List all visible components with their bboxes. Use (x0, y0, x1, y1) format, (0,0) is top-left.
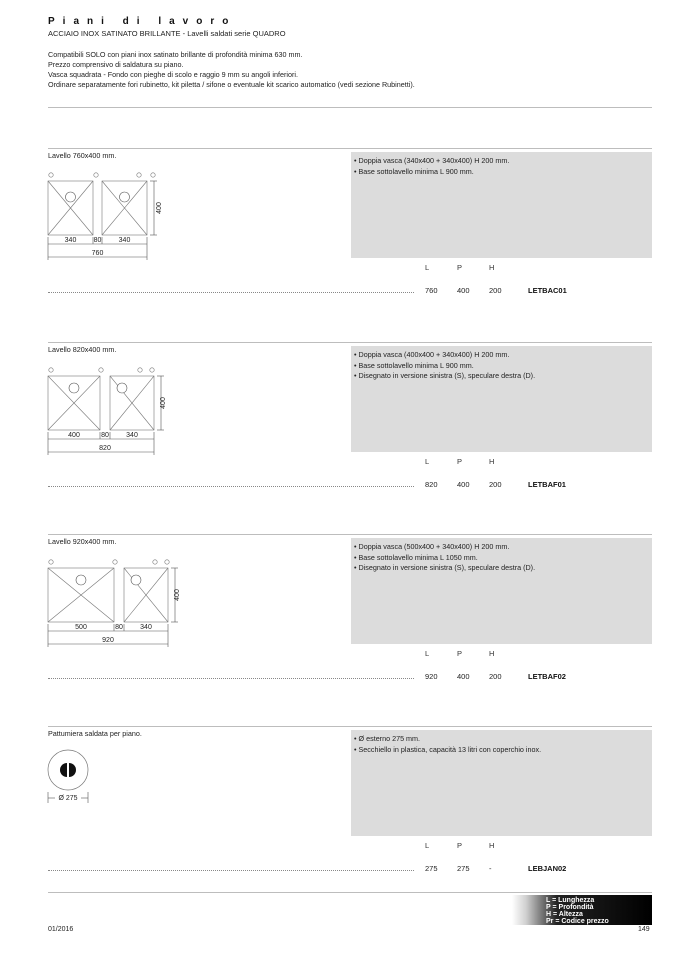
value-l: 760 (425, 286, 438, 295)
bullet-item: • Base sottolavello minima L 1050 mm. (354, 552, 478, 562)
dim-gap: 80 (101, 432, 109, 439)
dim-left: 340 (64, 237, 77, 244)
section-divider (48, 726, 652, 727)
tap-hole-icon (150, 368, 154, 372)
product-label: Lavello 760x400 mm. (48, 151, 117, 160)
bullet-item: • Base sottolavello minima L 900 mm. (354, 360, 474, 370)
page-number: 149 (638, 926, 650, 933)
product-code: LETBAF02 (528, 672, 566, 681)
tap-hole-icon (153, 560, 157, 564)
col-header-h: H (489, 649, 495, 658)
col-header-l: L (425, 649, 430, 658)
page-subtitle: ACCIAIO INOX SATINATO BRILLANTE - Lavelli saldati serie QUADRO (48, 29, 286, 38)
drain-icon (76, 575, 86, 585)
tap-hole-icon (49, 368, 53, 372)
dim-height: 400 (174, 589, 181, 601)
value-p: 400 (457, 480, 470, 489)
dim-right: 340 (118, 237, 131, 244)
value-h: 200 (489, 672, 502, 681)
description-box (351, 152, 652, 258)
dim-right: 340 (126, 432, 138, 439)
dim-right: 340 (140, 624, 152, 631)
tap-hole-icon (138, 368, 142, 372)
tap-hole-icon (151, 173, 155, 177)
intro-line: Compatibili SOLO con piani inox satinato brillante di profondità minima 630 mm. (48, 50, 303, 59)
dot-leader (48, 870, 414, 871)
sink-drawing (44, 168, 164, 263)
dim-total: 920 (102, 637, 114, 644)
bin-drawing (44, 745, 96, 807)
col-header-h: H (489, 263, 495, 272)
description-box (351, 346, 652, 452)
col-header-h: H (489, 457, 495, 466)
tap-hole-icon (99, 368, 103, 372)
product-code: LETBAF01 (528, 480, 566, 489)
section-divider (48, 148, 652, 149)
dot-leader (48, 486, 414, 487)
dim-total: 760 (91, 250, 104, 257)
dim-left: 500 (75, 624, 87, 631)
col-header-h: H (489, 841, 495, 850)
sink-drawing (44, 363, 169, 458)
intro-line: Ordinare separatamente fori rubinetto, kit piletta / sifone o eventuale kit scarico automatico (vedi sezione Rubinetti). (48, 80, 415, 89)
description-box (351, 730, 652, 836)
bullet-item: • Secchiello in plastica, capacità 13 litri con coperchio inox. (354, 744, 542, 754)
value-h: - (489, 864, 492, 873)
product-code: LETBAC01 (528, 286, 567, 295)
col-header-p: P (457, 263, 463, 272)
drain-icon (117, 383, 127, 393)
col-header-l: L (425, 457, 430, 466)
description-box (351, 538, 652, 644)
legend-item: L = Lunghezza (546, 897, 595, 904)
header-divider (48, 107, 652, 108)
col-header-l: L (425, 263, 430, 272)
page-title: Piani di lavoro (48, 16, 237, 27)
value-p: 400 (457, 672, 470, 681)
section-divider (48, 534, 652, 535)
dim-left: 400 (68, 432, 80, 439)
footer-divider (48, 892, 652, 893)
drain-icon (131, 575, 141, 585)
intro-line: Prezzo comprensivo di saldatura su piano. (48, 60, 184, 69)
dim-height: 400 (160, 397, 167, 409)
dim-total: 820 (99, 445, 111, 452)
bullet-item: • Ø esterno 275 mm. (354, 734, 421, 743)
tap-hole-icon (113, 560, 117, 564)
tap-hole-icon (49, 173, 53, 177)
value-p: 400 (457, 286, 470, 295)
value-h: 200 (489, 286, 502, 295)
drain-icon (69, 383, 79, 393)
value-h: 200 (489, 480, 502, 489)
dim-gap: 80 (93, 237, 102, 244)
dot-leader (48, 678, 414, 679)
col-header-p: P (457, 841, 463, 850)
col-header-p: P (457, 457, 463, 466)
bullet-item: • Doppia vasca (500x400 + 340x400) H 200 mm. (354, 542, 510, 551)
bullet-item: • Doppia vasca (340x400 + 340x400) H 200 mm. (354, 156, 510, 165)
bin-outline (48, 750, 88, 790)
bullet-item: • Doppia vasca (400x400 + 340x400) H 200 mm. (354, 350, 510, 359)
value-l: 920 (425, 672, 438, 681)
bullet-item: • Disegnato in versione sinistra (S), speculare destra (D). (354, 563, 536, 572)
dim-diameter: Ø 275 (58, 795, 78, 802)
sink-drawing (44, 555, 184, 650)
drain-icon (120, 192, 130, 202)
bullet-item: • Base sottolavello minima L 900 mm. (354, 166, 474, 176)
col-header-p: P (457, 649, 463, 658)
legend-item: H = Altezza (546, 911, 583, 918)
dim-height: 400 (156, 202, 163, 214)
section-divider (48, 342, 652, 343)
value-p: 275 (457, 864, 470, 873)
intro-text (48, 50, 415, 90)
legend-item: Pr = Codice prezzo (546, 918, 609, 925)
intro-line: Vasca squadrata - Fondo con pieghe di scolo e raggio 9 mm su angoli inferiori. (48, 70, 298, 79)
footer-date: 01/2016 (48, 926, 74, 933)
col-header-l: L (425, 841, 430, 850)
legend-item: P = Profondità (546, 904, 594, 911)
dim-gap: 80 (115, 624, 123, 631)
tap-hole-icon (165, 560, 169, 564)
value-l: 275 (425, 864, 438, 873)
bullet-item: • Disegnato in versione sinistra (S), speculare destra (D). (354, 371, 536, 380)
dot-leader (48, 292, 414, 293)
product-label: Lavello 920x400 mm. (48, 537, 117, 546)
product-label: Lavello 820x400 mm. (48, 345, 117, 354)
product-label: Pattumiera saldata per piano. (48, 729, 142, 738)
product-code: LEBJAN02 (528, 864, 567, 873)
tap-hole-icon (94, 173, 98, 177)
tap-hole-icon (137, 173, 141, 177)
tap-hole-icon (49, 560, 53, 564)
legend (546, 897, 609, 925)
drain-icon (66, 192, 76, 202)
value-l: 820 (425, 480, 438, 489)
